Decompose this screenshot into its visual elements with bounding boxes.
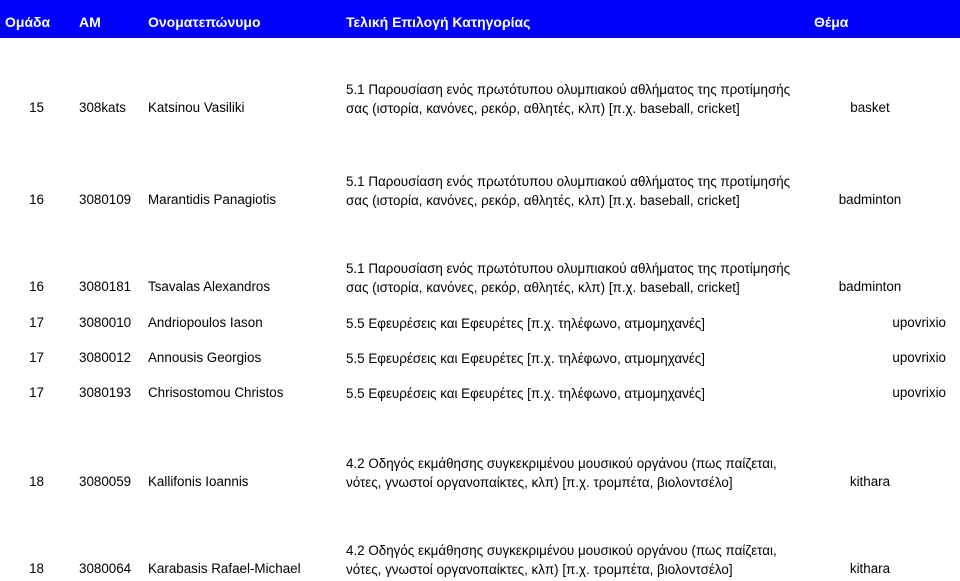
topic-cell: upovrixio xyxy=(892,350,946,365)
group-cell: 18 xyxy=(29,474,44,489)
name-cell: Annousis Georgios xyxy=(148,350,262,365)
name-cell: Katsinou Vasiliki xyxy=(148,100,245,115)
am-cell: 308kats xyxy=(79,100,126,115)
am-cell: 3080109 xyxy=(79,192,132,207)
header-am: ΑΜ xyxy=(79,14,101,30)
category-line-2: 5.5 Εφευρέσεις και Εφευρέτες [π.χ. τηλέφωνο, ατμομηχανές] xyxy=(346,316,705,331)
am-cell: 3080059 xyxy=(79,474,132,489)
category-line-2: 5.5 Εφευρέσεις και Εφευρέτες [π.χ. τηλέφωνο, ατμομηχανές] xyxy=(346,351,705,366)
category-line-2: νότες, γνωστοί οργανοπαίκτες, κλπ) [π.χ. τρομπέτα, βιολοντσέλο] xyxy=(346,562,733,577)
category-cell xyxy=(346,80,790,118)
topic-cell: basket xyxy=(850,100,890,115)
am-cell: 3080012 xyxy=(79,350,132,365)
topic-cell: upovrixio xyxy=(892,315,946,330)
topic-cell: kithara xyxy=(849,561,891,576)
topic-cell: upovrixio xyxy=(892,385,946,400)
topic-cell: kithara xyxy=(849,474,891,489)
header-topic: Θέμα xyxy=(814,14,849,30)
name-cell: Karabasis Rafael-Michael xyxy=(148,561,301,576)
group-cell: 17 xyxy=(29,350,44,365)
name-cell: Tsavalas Alexandros xyxy=(148,279,271,294)
table-row xyxy=(0,537,960,579)
group-cell: 16 xyxy=(29,279,44,294)
group-cell: 16 xyxy=(29,192,44,207)
group-cell: 17 xyxy=(29,385,44,400)
group-cell: 15 xyxy=(29,100,44,115)
table-row xyxy=(0,168,960,210)
category-line-2: σας (ιστορία, κανόνες, ρεκόρ, αθλητές, κλπ) [π.χ. baseball, cricket] xyxy=(346,280,740,295)
topic-cell: badminton xyxy=(838,279,902,294)
topic-cell: badminton xyxy=(838,192,902,207)
table-row xyxy=(0,450,960,492)
category-cell xyxy=(346,384,705,403)
category-line-1: 5.1 Παρουσίαση ενός πρωτότυπου ολυμπιακού αθλήματος της προτίμησής xyxy=(346,174,791,189)
category-line-2: 5.5 Εφευρέσεις και Εφευρέτες [π.χ. τηλέφωνο, ατμομηχανές] xyxy=(346,386,705,401)
am-cell: 3080010 xyxy=(79,315,132,330)
category-line-1: 5.1 Παρουσίαση ενός πρωτότυπου ολυμπιακού αθλήματος της προτίμησής xyxy=(346,82,791,97)
category-line-2: σας (ιστορία, κανόνες, ρεκόρ, αθλητές, κλπ) [π.χ. baseball, cricket] xyxy=(346,193,740,208)
am-cell: 3080181 xyxy=(79,279,132,294)
table-row xyxy=(0,361,960,403)
name-cell: Andriopoulos Iason xyxy=(148,315,263,330)
category-line-1: 5.1 Παρουσίαση ενός πρωτότυπου ολυμπιακού αθλήματος της προτίμησής xyxy=(346,261,791,276)
category-cell xyxy=(346,541,777,579)
category-cell xyxy=(346,454,777,492)
name-cell: Marantidis Panagiotis xyxy=(148,192,277,207)
am-cell: 3080064 xyxy=(79,561,132,576)
category-line-2: νότες, γνωστοί οργανοπαίκτες, κλπ) [π.χ. τρομπέτα, βιολοντσέλο] xyxy=(346,475,733,490)
header-name: Ονοματεπώνυμο xyxy=(148,14,261,30)
header-category: Τελική Επιλογή Κατηγορίας xyxy=(346,14,531,30)
category-cell xyxy=(346,172,790,210)
name-cell: Chrisostomou Christos xyxy=(148,385,284,400)
am-cell: 3080193 xyxy=(79,385,132,400)
table-row xyxy=(0,76,960,118)
group-cell: 18 xyxy=(29,561,44,576)
group-cell: 17 xyxy=(29,315,44,330)
header-group: Ομάδα xyxy=(5,14,51,30)
category-line-2: σας (ιστορία, κανόνες, ρεκόρ, αθλητές, κλπ) [π.χ. baseball, cricket] xyxy=(346,101,740,116)
category-line-1: 4.2 Οδηγός εκμάθησης συγκεκριμένου μουσικού οργάνου (πως παίζεται, xyxy=(346,456,777,471)
name-cell: Kallifonis Ioannis xyxy=(148,474,249,489)
category-line-1: 4.2 Οδηγός εκμάθησης συγκεκριμένου μουσικού οργάνου (πως παίζεται, xyxy=(346,543,777,558)
